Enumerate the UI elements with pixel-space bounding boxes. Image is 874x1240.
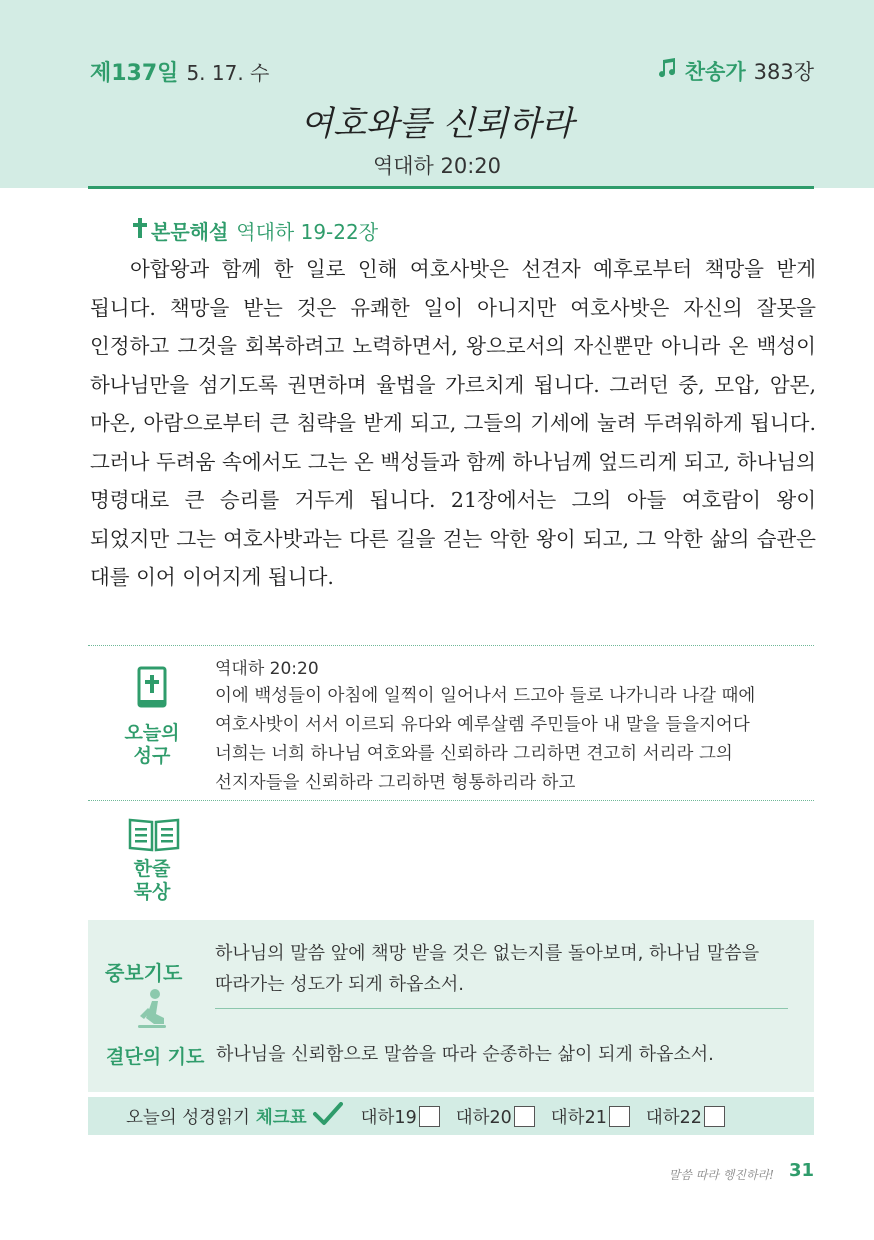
decision-label: 결단의 기도 xyxy=(106,1046,205,1068)
verse-ref: 역대하 20:20 xyxy=(215,659,319,679)
meditation-label-1: 한줄 xyxy=(133,858,171,880)
reading-checklist xyxy=(88,1097,814,1135)
today-verse-label-2: 성구 xyxy=(133,745,171,767)
checklist-bold-label: 체크표 xyxy=(255,1107,307,1128)
checkbox[interactable] xyxy=(609,1106,630,1127)
prayer-divider xyxy=(215,1008,788,1009)
verse-text: 이에 백성들이 아침에 일찍이 일어나서 드고아 들로 나가니라 나갈 때에 여호사밧이 서서 이르되 유다와 예루살렘 주민들아 내 말을 들을지어다 너희는 너희 하나님 여호와를 신뢰하라 그리하면 견고히 서리라 그의 선지자들을 신뢰하라 그리하면 형통하리라 하고 xyxy=(215,686,756,793)
checkmark-icon xyxy=(313,1102,343,1131)
hymn-info xyxy=(657,56,814,86)
commentary-text: 아합왕과 함께 한 일로 인해 여호사밧은 선견자 예후로부터 책망을 받게 됩니다. 책망을 받는 것은 유쾌한 일이 아니지만 여호사밧은 자신의 잘못을 인정하고 그것을 회복하려고 노력하면서, 왕으로서의 자신뿐만 아니라 온 백성이 하나님만을 섬기도록 권면하며 율법을 가르치게 됩니다. 그러던 중, 모압, 암몬, 마온, 아람으로부터 큰 침략을 받게 되고, 그들의 기세에 눌려 두려워하게 됩니다. 그러나 두려움 속에서도 그는 온 백성들과 함께 하나님께 엎드리게 되고, 하나님의 명령대로 큰 승리를 거두게 됩니다. 21장에서는 그의 아들 여호람이 왕이 되었지만 그는 여호사밧과는 다른 길을 걷는 악한 왕이 되고, 그 악한 삶의 습관은 대를 이어 이어지게 됩니다. xyxy=(90,257,816,589)
checklist-label: 오늘의 성경읽기 xyxy=(126,1107,250,1128)
praying-person-icon xyxy=(134,988,168,1030)
divider-top xyxy=(88,645,814,646)
bible-icon xyxy=(137,666,169,710)
checkbox[interactable] xyxy=(514,1106,535,1127)
meditation-label xyxy=(92,858,212,904)
day-label xyxy=(90,56,269,87)
decision-text: 하나님을 신뢰함으로 말씀을 따라 순종하는 삶이 되게 하옵소서. xyxy=(216,1044,714,1065)
check-item-2[interactable] xyxy=(456,1104,535,1129)
check-item-1[interactable] xyxy=(361,1104,440,1129)
checkbox[interactable] xyxy=(419,1106,440,1127)
hymn-number: 383장 xyxy=(753,60,814,84)
divider-middle xyxy=(88,800,814,801)
checkbox[interactable] xyxy=(704,1106,725,1127)
day-date: 5. 17. 수 xyxy=(186,61,270,85)
check-item-label: 대하20 xyxy=(455,1107,512,1128)
check-item-3[interactable] xyxy=(551,1104,630,1129)
check-item-4[interactable] xyxy=(646,1104,725,1129)
check-item-label: 대하21 xyxy=(550,1107,607,1128)
meditation-label-2: 묵상 xyxy=(133,881,171,903)
commentary-ref: 역대하 19-22장 xyxy=(236,220,379,244)
intercession-label: 중보기도 xyxy=(105,961,183,985)
today-verse-label xyxy=(92,722,212,768)
cross-icon xyxy=(133,218,147,243)
page-title: 여호와를 신뢰하라 xyxy=(300,104,574,144)
page-number: 31 xyxy=(788,1160,814,1181)
check-item-label: 대하19 xyxy=(360,1107,417,1128)
footer-motto: 말씀 따라 행진하라! xyxy=(668,1168,774,1182)
commentary-heading xyxy=(133,216,378,245)
open-book-icon xyxy=(128,816,180,854)
commentary-label: 본문해설 xyxy=(151,220,229,244)
check-item-label: 대하22 xyxy=(645,1107,702,1128)
music-note-icon xyxy=(657,57,677,85)
intercession-text: 하나님의 말씀 앞에 책망 받을 것은 없는지를 돌아보며, 하나님 말씀을 따라가는 성도가 되게 하옵소서. xyxy=(215,943,760,995)
header-divider xyxy=(88,186,814,189)
scripture-ref: 역대하 20:20 xyxy=(372,154,502,178)
day-number: 제137일 xyxy=(90,61,179,86)
today-verse-label-1: 오늘의 xyxy=(124,722,180,744)
hymn-label: 찬송가 xyxy=(684,60,746,84)
